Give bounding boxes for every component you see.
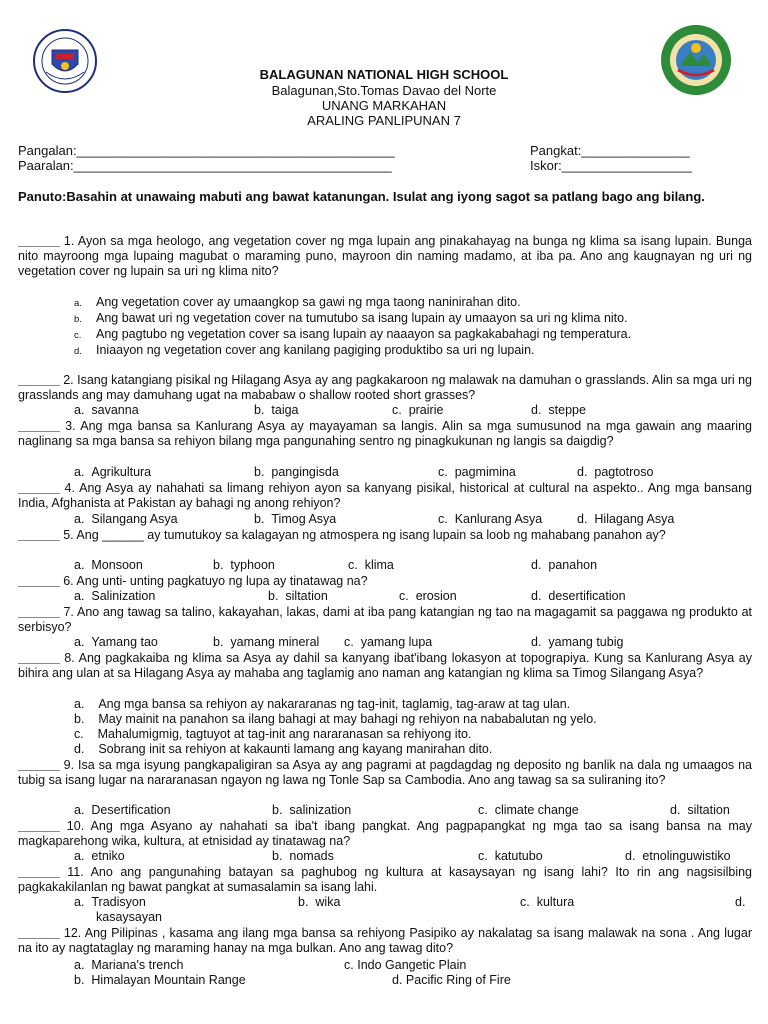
choice-text: Hilagang Asya <box>594 512 675 526</box>
question-11 <box>18 865 752 895</box>
question-10 <box>18 819 752 849</box>
choice-label: a. <box>74 403 85 417</box>
choice-label: a. <box>74 803 85 817</box>
choice-text: pangingisda <box>271 465 339 479</box>
question-6 <box>18 574 752 589</box>
question-text: 9. Isa sa mga isyung pangkapaligiran sa Asya ay ang pagrami at pagdagdag ng deposito ng banlik na dala ng umaagos na tubig sa isang lugar na nararanasan ngayon ng lawa ng Tonle Sap sa Cambodia. Ano ang tawag sa sa suliraning ito? <box>18 758 752 788</box>
choice <box>74 803 171 818</box>
choice <box>74 973 246 988</box>
question-5 <box>18 528 752 543</box>
choice-text: Himalayan Mountain Range <box>91 973 246 987</box>
choice <box>438 512 542 527</box>
choice <box>254 403 299 418</box>
choice-label: d. <box>392 973 403 987</box>
choice-label: b. <box>272 803 283 817</box>
choice-label: d. <box>531 403 542 417</box>
choice-label: d. <box>531 635 542 649</box>
question-text: 11. Ano ang pangunahing batayan sa paghubog ng kultura at kasaysayan ng isang lahi? Ito rin ang nagsisilbing pagkakakilanlan ng bawat pangkat at sumasalamin sa isang lahi. <box>18 865 752 895</box>
choice <box>74 589 155 604</box>
choice <box>254 465 339 480</box>
choice-label: a. <box>74 958 85 972</box>
choice <box>438 465 516 480</box>
choice-label: d. <box>74 346 82 357</box>
choice <box>213 558 275 573</box>
choice-label: b. <box>213 635 224 649</box>
choice-text: Iniaayon ng vegetation cover ang kanilang pagiging produktibo sa uri ng lupain. <box>96 343 535 357</box>
instructions: Panuto:Basahin at unawaing mabuti ang bawat katanungan. Isulat ang iyong sagot sa patlang bago ang bilang. <box>18 189 705 204</box>
choice <box>577 465 653 480</box>
choice <box>348 558 394 573</box>
choice-label: b. <box>298 895 309 909</box>
choice <box>298 895 340 910</box>
choice-text: Tradisyon <box>91 895 146 909</box>
choice-text: Sobrang init sa rehiyon at kakaunti lamang ang kayang manirahan dito. <box>98 742 493 756</box>
choice-text: Salinization <box>91 589 156 603</box>
choice-text: pagmimina <box>454 465 516 479</box>
choice-label: c. <box>348 558 358 572</box>
question-text: 5. Ang ______ ay tumutukoy sa kalagayan ng atmospera ng isang lupain sa loob ng mahabang panahon ay? <box>59 528 666 542</box>
choice <box>74 327 631 343</box>
answer-blank[interactable]: ______ <box>18 481 60 495</box>
question-text: 12. Ang Pilipinas , kasama ang ilang mga bansa sa rehiyong Pasipiko ay nakalatag sa isang malawak na sona . Ang lugar na ito ay nagtataglay ng maraming hanay na mga bulkan. Ano ang tawag dito? <box>18 926 752 956</box>
choice-label: c. <box>344 958 354 972</box>
choice-label: d. <box>74 742 85 756</box>
choice <box>74 742 492 757</box>
choice <box>531 403 586 418</box>
choice-label: c. <box>438 512 448 526</box>
choice-text: Kanlurang Asya <box>454 512 543 526</box>
choice-text: erosion <box>415 589 457 603</box>
choice-label: a. <box>74 697 85 711</box>
choice <box>392 403 443 418</box>
choice-label: a. <box>74 895 85 909</box>
choice-text: pagtotroso <box>594 465 654 479</box>
question-1 <box>18 234 752 280</box>
choice <box>625 849 731 864</box>
choice <box>74 895 146 910</box>
choice-text: typhoon <box>230 558 275 572</box>
choice <box>96 910 162 925</box>
choice-label: a. <box>74 465 85 479</box>
choice-label: c. <box>399 589 409 603</box>
choice-label: b. <box>74 712 85 726</box>
choice <box>74 558 143 573</box>
choice-text: yamang mineral <box>230 635 320 649</box>
choice-label: c. <box>392 403 402 417</box>
choice-text: siltation <box>687 803 730 817</box>
choice-text: kultura <box>536 895 575 909</box>
subject-title: ARALING PANLIPUNAN 7 <box>307 113 461 128</box>
choice <box>478 803 579 818</box>
choice <box>74 635 158 650</box>
choice-label: c. <box>520 895 530 909</box>
question-text: 3. Ang mga bansa sa Kanlurang Asya ay mayayaman sa langis. Alin sa mga sumusunod na mga gawain ang maaring naglinang sa mga bansa sa rehiyon bilang mga pangunahing sentro ng pinagkukunan ng langis sa daigdig? <box>18 419 752 449</box>
choice-text: wika <box>315 895 341 909</box>
choice-text: prairie <box>408 403 444 417</box>
choice-label: b. <box>254 512 265 526</box>
answer-blank[interactable]: ______ <box>18 234 60 248</box>
choice-text: salinization <box>289 803 352 817</box>
choice <box>268 589 328 604</box>
answer-blank[interactable]: ______ <box>18 865 60 879</box>
choice-text: yamang tubig <box>548 635 624 649</box>
pangkat-field[interactable]: Pangkat:_______________ <box>530 143 690 158</box>
choice-label: c. <box>438 465 448 479</box>
choice-text: savanna <box>91 403 139 417</box>
pangalan-field[interactable]: Pangalan:____________________________________________ <box>18 143 395 158</box>
choice <box>74 403 139 418</box>
choice-text: etniko <box>91 849 125 863</box>
question-text: 10. Ang mga Asyano ay nahahati sa iba't ibang pangkat. Ang pagpapangkat ng mga tao sa isang bansa na may magkaparehong wika, kultura, at etnisidad ay tinatawag na? <box>18 819 752 849</box>
choice-label: b. <box>272 849 283 863</box>
choice-text: desertification <box>548 589 626 603</box>
choice-text: Agrikultura <box>91 465 152 479</box>
choice-text: kasaysayan <box>96 910 163 924</box>
choice-label: a. <box>74 849 85 863</box>
choice <box>74 343 535 359</box>
choice-text: nomads <box>289 849 334 863</box>
question-3 <box>18 419 752 449</box>
choice-label: a. <box>74 298 82 309</box>
choice <box>272 849 334 864</box>
choice-text: steppe <box>548 403 586 417</box>
choice <box>74 697 570 712</box>
choice-label: d. <box>735 895 746 909</box>
choice <box>272 803 351 818</box>
choice-text: Pacific Ring of Fire <box>405 973 511 987</box>
question-2 <box>18 373 752 403</box>
choice <box>74 712 597 727</box>
iskor-field[interactable]: Iskor:__________________ <box>530 158 692 173</box>
answer-blank[interactable]: ______ <box>18 926 60 940</box>
choice-text: Desertification <box>91 803 171 817</box>
question-text: 6. Ang unti- unting pagkatuyo ng lupa ay tinatawag na? <box>59 574 368 588</box>
choice-text: Ang pagtubo ng vegetation cover sa isang lupain ay naaayon sa pagkakabahagi ng temperatura. <box>96 327 632 341</box>
choice <box>344 958 466 973</box>
question-9 <box>18 758 752 788</box>
choice-label: c. <box>74 330 82 341</box>
choice-label: b. <box>74 973 85 987</box>
choice <box>74 849 125 864</box>
choice-label: c. <box>478 849 488 863</box>
choice <box>531 635 623 650</box>
answer-blank[interactable]: ______ <box>18 758 60 772</box>
choice-label: d. <box>577 512 588 526</box>
choice-text: Ang vegetation cover ay umaangkop sa gawi ng mga taong naninirahan dito. <box>96 295 521 309</box>
choice <box>392 973 511 988</box>
choice-label: d. <box>625 849 636 863</box>
choice-text: panahon <box>548 558 598 572</box>
question-text: 7. Ano ang tawag sa talino, kakayahan, lakas, dami at iba pang katangian ng tao na magagamit sa paggawa ng produkto at serbisyo? <box>18 605 752 635</box>
choice <box>735 895 745 910</box>
answer-blank[interactable]: ______ <box>18 373 60 387</box>
question-text: 8. Ang pagkakaiba ng klima sa Asya ay dahil sa kanyang ibat'ibang lokasyon at topograpiya. Kung sa Kanlurang Asya ay bihira ang ulan at sa Hilagang Asya ay mahaba ang taglamig ano naman ang katangian ng klima sa Timog Silangang Asya? <box>18 651 752 681</box>
answer-blank[interactable]: ______ <box>18 605 60 619</box>
choice-label: b. <box>213 558 224 572</box>
school-name: BALAGUNAN NATIONAL HIGH SCHOOL <box>259 67 509 82</box>
choice-label: a. <box>74 558 85 572</box>
choice <box>74 465 151 480</box>
choice-text: Mahalumigmig, tagtuyot at tag-init ang nararanasan sa rehiyong ito. <box>97 727 472 741</box>
choice-text: Ang bawat uri ng vegetation cover na tumutubo sa isang lupain ay umaayon sa uri ng klima nito. <box>96 311 628 325</box>
question-text: 2. Isang katangiang pisikal ng Hilagang Asya ay ang pagkakaroon ng malawak na damuhan o grasslands. Alin sa mga uri ng grasslands ang may damuhang ugat na mababaw o shallow rooted short grasses? <box>18 373 752 403</box>
choice <box>74 295 521 311</box>
choice-label: c. <box>478 803 488 817</box>
choice-text: taiga <box>271 403 299 417</box>
answer-blank[interactable]: ______ <box>18 574 60 588</box>
answer-blank[interactable]: ______ <box>18 528 60 542</box>
choice <box>74 512 178 527</box>
choice-label: b. <box>254 465 265 479</box>
choice-label: c. <box>344 635 354 649</box>
question-text: 4. Ang Asya ay nahahati sa limang rehiyon ayon sa kanyang pisikal, historical at cultural na aspekto.. Ang mga bansang India, Afghanista at Pakistan ay bahagi ng anong rehiyon? <box>18 481 752 511</box>
answer-blank[interactable]: ______ <box>18 819 60 833</box>
paaralan-field[interactable]: Paaralan:____________________________________________ <box>18 158 392 173</box>
choice-text: climate change <box>494 803 579 817</box>
choice <box>74 727 471 742</box>
choice <box>520 895 574 910</box>
choice <box>478 849 543 864</box>
question-7 <box>18 605 752 635</box>
choice <box>670 803 730 818</box>
choice-text: Mariana's trench <box>91 958 184 972</box>
choice-text: siltation <box>285 589 328 603</box>
choice <box>531 589 626 604</box>
choice-label: a. <box>74 512 85 526</box>
choice-text: Silangang Asya <box>91 512 178 526</box>
choice-text: Timog Asya <box>271 512 337 526</box>
choice-label: b. <box>268 589 279 603</box>
choice <box>531 558 597 573</box>
choice-text: katutubo <box>494 849 543 863</box>
choice-label: d. <box>531 558 542 572</box>
choice-label: a. <box>74 635 85 649</box>
school-address: Balagunan,Sto.Tomas Davao del Norte <box>271 83 497 98</box>
question-text: 1. Ayon sa mga heologo, ang vegetation cover ng mga lupain ang pinakahayag na bunga ng klima sa isang lupain. Bunga nito mayroong mga lupaing magubat o maraming puno, mayroon din naming madamo, at iba pa. Ano ang kaugnayan ng uri ng vegetation cover ng lupain sa uri ng klima nito? <box>18 234 752 279</box>
choice-text: Monsoon <box>91 558 143 572</box>
choice <box>344 635 432 650</box>
quarter-title: UNANG MARKAHAN <box>321 98 447 113</box>
choice-label: d. <box>531 589 542 603</box>
question-4 <box>18 481 752 511</box>
question-8 <box>18 651 752 681</box>
choice <box>74 311 628 327</box>
choice-text: yamang lupa <box>360 635 433 649</box>
choice-label: a. <box>74 589 85 603</box>
choice-label: d. <box>577 465 588 479</box>
choice-label: b. <box>74 314 82 325</box>
choice-label: b. <box>254 403 265 417</box>
choice <box>254 512 336 527</box>
choice-text: Ang mga bansa sa rehiyon ay nakararanas ng tag-init, taglamig, tag-araw at tag ulan. <box>98 697 571 711</box>
choice-text: Indo Gangetic Plain <box>357 958 467 972</box>
choice <box>74 958 183 973</box>
choice-text: May mainit na panahon sa ilang bahagi at may bahagi ng rehiyon na nababalutan ng yelo. <box>98 712 597 726</box>
choice <box>213 635 319 650</box>
choice-text: etnolinguwistiko <box>642 849 731 863</box>
choice-text: Yamang tao <box>91 635 158 649</box>
choice <box>399 589 457 604</box>
choice-text: klima <box>364 558 394 572</box>
answer-blank[interactable]: ______ <box>18 419 60 433</box>
answer-blank[interactable]: ______ <box>18 651 60 665</box>
choice-label: c. <box>74 727 84 741</box>
choice-label: d. <box>670 803 681 817</box>
choice <box>577 512 674 527</box>
question-12 <box>18 926 752 956</box>
